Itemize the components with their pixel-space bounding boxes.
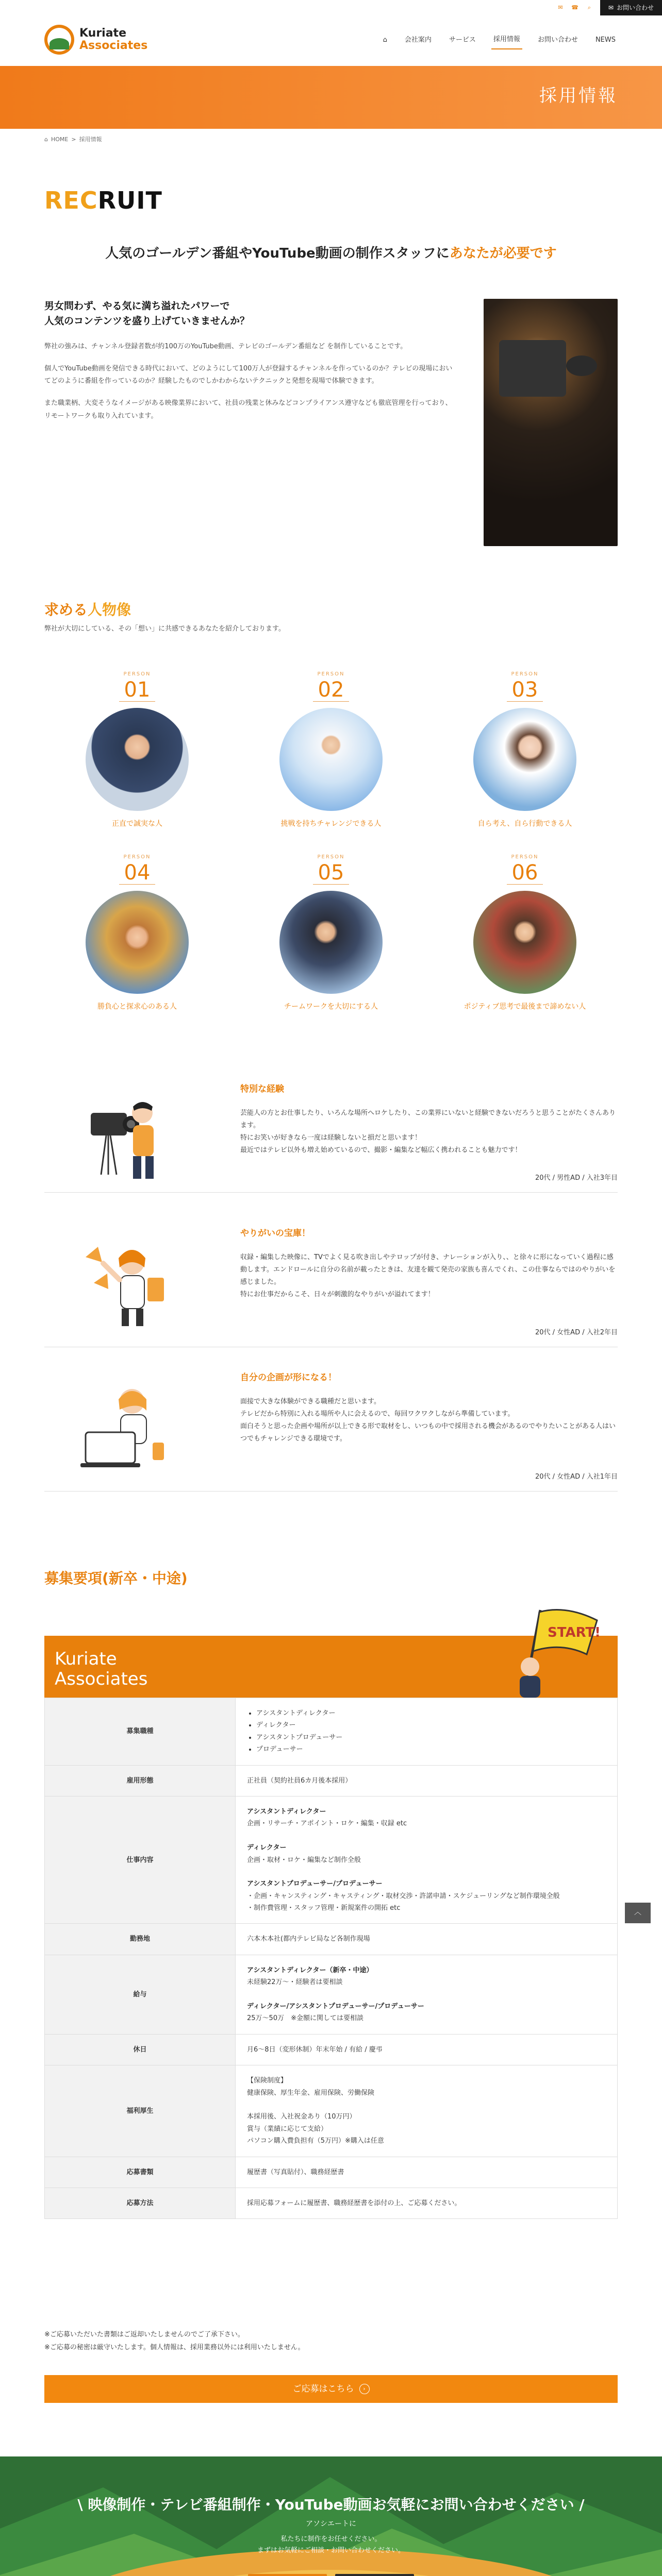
persona-number: 03	[507, 679, 543, 702]
job-type-item: • アシスタントディレクター	[256, 1707, 606, 1719]
mail-icon[interactable]: ✉	[558, 4, 563, 11]
intro-block	[44, 299, 457, 432]
requirements-table	[44, 1698, 618, 2219]
company-button[interactable]	[335, 2574, 414, 2576]
intro-title-line1: 男女問わず、やる気に満ち溢れたパワーで	[44, 300, 230, 312]
page-top-button[interactable]	[625, 1903, 651, 1923]
job-block-head: アシスタントディレクター	[247, 1807, 326, 1816]
table-row	[45, 2188, 618, 2218]
table-row	[45, 1955, 618, 2034]
table-row	[45, 1924, 618, 1955]
breadcrumb-home[interactable]: HOME	[51, 136, 69, 143]
nav-recruit[interactable]: 採用情報	[491, 31, 522, 49]
persona-section-title	[44, 598, 131, 622]
persona-caption: ポジティブ思考で最後まで諦めない人	[464, 1003, 586, 1011]
job-type-item: • ディレクター	[256, 1719, 606, 1731]
salary-block-head: アシスタントディレクター（新卒・中途）	[247, 1966, 373, 1974]
breadcrumb-current: 採用情報	[79, 136, 102, 143]
row-value	[236, 1796, 618, 1924]
persona-label: PERSON	[317, 854, 345, 860]
slash-icon: \	[77, 2496, 88, 2513]
row-key: 給与	[45, 1955, 236, 2034]
intro-title-line2: 人気のコンテンツを盛り上げていきませんか？	[44, 315, 250, 327]
persona-photo	[86, 708, 189, 811]
persona-caption: 自ら考え、自ら行動できる人	[477, 820, 572, 828]
row-key: 仕事内容	[45, 1796, 236, 1924]
job-block-body: 企画・リサーチ・アポイント・ロケ・編集・収録 etc	[247, 1820, 407, 1828]
persona-number: 01	[119, 679, 156, 702]
persona-photo	[473, 891, 576, 994]
job-type-item: • アシスタントプロデューサー	[256, 1732, 606, 1743]
persona-photo	[279, 708, 383, 811]
persona-title-part1: 求める	[44, 601, 88, 618]
persona-caption: 勝負心と探求心のある人	[97, 1003, 177, 1011]
contact-text	[217, 2518, 445, 2556]
persona-label: PERSON	[317, 671, 345, 677]
persona-card	[44, 853, 230, 1013]
site-logo[interactable]	[44, 25, 147, 55]
persona-caption: 正直で誠実な人	[112, 820, 162, 828]
application-notes	[44, 2329, 305, 2354]
recruit-heading-black: RUIT	[97, 187, 162, 214]
row-key: 応募方法	[45, 2188, 236, 2218]
story-text: 面接で大きな体験ができる職種だと思います。 テレビだから特別に入れる場所や人に会えるので、毎回ワクワクしながら準備しています。 面白そうと思った企画や場所が以上できる形で取材をし、いつもの中で採用される機会があるのでやりたいことがある人はいつでもチャレンジできる環境です。	[240, 1397, 616, 1443]
row-key: 休日	[45, 2034, 236, 2065]
table-row	[45, 2157, 618, 2188]
persona-caption: チームワークを大切にする人	[284, 1003, 378, 1011]
camera-crew-photo	[484, 299, 618, 546]
persona-card	[238, 670, 424, 831]
job-block-head: ディレクター	[247, 1844, 287, 1852]
page-banner	[0, 66, 662, 129]
contact-button[interactable]	[248, 2574, 327, 2576]
laptop-woman-illustration	[75, 1370, 178, 1473]
logo-text-line2: Associates	[79, 39, 148, 52]
table-row	[45, 2065, 618, 2157]
req-card-line2: Associates	[55, 1669, 148, 1690]
page-title: 採用情報	[539, 86, 618, 106]
main-nav	[381, 31, 618, 49]
contact-card-line: まずはお気軽にご相談・お問い合わせください。	[257, 2546, 405, 2554]
salary-block-head: ディレクター/アシスタントプロデューサー/プロデューサー	[247, 2003, 424, 2011]
persona-label: PERSON	[123, 854, 151, 860]
contact-title-text: 映像制作・テレビ番組制作・YouTube動画お気軽にお問い合わせください	[88, 2496, 574, 2513]
nav-company[interactable]: 会社案内	[404, 36, 432, 44]
contact-card-head: アソシエートに	[306, 2520, 356, 2528]
persona-card	[238, 853, 424, 1013]
story-meta: 20代 / 男性AD / 入社3年目	[535, 1174, 618, 1182]
chevron-up-icon: ︿	[634, 1908, 641, 1917]
row-key: 福利厚生	[45, 2065, 236, 2157]
row-key: 勤務地	[45, 1924, 236, 1955]
requirements-header	[44, 1625, 618, 1698]
top-contact-label: お問い合わせ	[616, 4, 654, 11]
mail-icon: ✉	[608, 4, 614, 11]
divider	[44, 1192, 618, 1193]
story-text: 収録・編集した映像に、TVでよく見る吹き出しやテロップが付き、ナレーションが入り、、と徐々に形になっていく過程に感動します。エンドロールに自分の名前が載ったときは、友達を観て発売の家族も喜んでくれ、この仕事ならではのやりがいを感じました。 特にお仕事だからこそ、日々が刺激的なやりがいが溢れてます！	[240, 1253, 616, 1299]
job-block-head: アシスタントプロデューサー/プロデューサー	[247, 1880, 383, 1888]
note-line: ※ご応募いただいた書類はご返却いたしませんのでご了承下さい。	[44, 2331, 244, 2338]
contact-section	[0, 2456, 662, 2576]
persona-photo	[279, 891, 383, 994]
logo-mountain-icon	[44, 25, 74, 55]
recruit-heading	[44, 180, 162, 221]
persona-card	[44, 670, 230, 831]
story-title: やりがいの宝庫！	[240, 1228, 310, 1239]
story-meta: 20代 / 女性AD / 入社1年目	[535, 1473, 618, 1481]
cameraman-illustration	[75, 1082, 178, 1185]
intro-paragraph: また職業柄、大変そうなイメージがある映像業界において、社員の残業と休みなどコンプライアンス遵守なども徹底管理を行っており、リモートワークも取り入れています。	[44, 399, 452, 420]
job-type-item: • プロデューサー	[256, 1743, 606, 1755]
top-contact-button[interactable]	[600, 0, 662, 15]
row-value: 正社員（契約社員6カ月後本採用）	[236, 1765, 618, 1796]
search-icon[interactable]: ⌕	[587, 4, 591, 11]
persona-card	[432, 853, 618, 1013]
persona-photo	[86, 891, 189, 994]
start-flag-text: START!	[548, 1625, 601, 1640]
row-key: 応募書類	[45, 2157, 236, 2188]
requirements-section-title	[44, 1566, 188, 1591]
lead-text: 人気のゴールデン番組やYouTube動画の制作スタッフに	[105, 246, 450, 261]
note-line: ※ご応募の秘密は厳守いたします。個人情報は、採用業務以外には利用いたしません。	[44, 2343, 305, 2351]
persona-card	[432, 670, 618, 831]
contact-card-line: 私たちに制作をお任せください。	[280, 2535, 382, 2543]
nav-news[interactable]: NEWS	[595, 36, 616, 44]
req-title-part1: 募集要項	[44, 1570, 103, 1587]
table-row	[45, 1796, 618, 1924]
row-value	[236, 1955, 618, 2034]
row-key: 募集職種	[45, 1698, 236, 1766]
home-icon: ⌂	[44, 136, 48, 143]
nav-home[interactable]: ⌂	[383, 36, 387, 44]
job-block-body: ・企画・キャンスティング・キャスティング・取材交渉・許諾申請・スケジューリングなど制作環境全般 ・制作費管理・スタッフ管理・新規案件の開拓 etc	[247, 1892, 560, 1912]
persona-label: PERSON	[511, 854, 539, 860]
nav-service[interactable]: サービス	[449, 36, 476, 44]
excited-woman-illustration	[75, 1226, 178, 1329]
story-text: 芸能人の方とお仕事したり、いろんな場所へロケしたり、この業界にいないと経験できないだろうと思うことがたくさんあります。 特にお笑いが好きなら一度は経験しないと損だと思います！ 最近ではテレビ以外も増え始めているので、撮影・編集など幅広く携われることも魅力です！	[240, 1109, 616, 1155]
persona-section-subtitle: 弊社が大切にしている、その「想い」に共感できるあなたを紹介しております。	[44, 625, 285, 633]
persona-number: 02	[313, 679, 350, 702]
apply-button-label: ご応募はこちら	[292, 2383, 354, 2394]
slash-icon: /	[574, 2496, 585, 2513]
recruit-heading-orange: REC	[44, 187, 98, 214]
salary-block-body: 25万〜50万 ※金額に関しては要相談	[247, 2014, 363, 2023]
row-key: 雇用形態	[45, 1765, 236, 1796]
persona-label: PERSON	[123, 671, 151, 677]
breadcrumb-separator: >	[71, 136, 76, 143]
requirements-card	[44, 1625, 618, 2219]
contact-title	[0, 2493, 662, 2517]
recruit-lead	[0, 242, 662, 265]
lead-highlight: あなたが必要です	[449, 246, 557, 261]
row-value	[236, 1698, 618, 1766]
apply-button[interactable]	[44, 2375, 618, 2403]
story-meta: 20代 / 女性AD / 入社2年目	[535, 1329, 618, 1336]
nav-contact[interactable]: お問い合わせ	[537, 36, 578, 44]
persona-title-part2: 人物像	[88, 601, 131, 618]
start-flag-illustration	[509, 1605, 607, 1698]
breadcrumb	[44, 135, 102, 145]
intro-paragraph: 個人でYouTube動画を発信できる時代において、どのようにして100万人が登録するチャンネルを作っているのか？テレビの現場においてどのように番組を作っているのか？経験したものでしかわからないテクニックと発想を現場で体験できます。	[44, 364, 453, 385]
story-title: 特別な経験	[240, 1084, 284, 1094]
req-title-part2: (新卒・中途)	[102, 1570, 188, 1587]
salary-block-body: 未経験22万〜・経験者は要相談	[247, 1978, 343, 1987]
top-strip	[0, 0, 662, 15]
row-value: 【保険制度】 健康保険、厚生年金、雇用保険、労働保険 本採用後、入社祝金あり（10万円） 賞与（業績に応じて支給） パソコン購入費負担有（5万円）※購入は任意	[236, 2065, 618, 2157]
intro-title	[44, 299, 457, 328]
intro-paragraph: 弊社の強みは、チャンネル登録者数が約100万のYouTube動画、テレビのゴールデン番組など を制作していることです。	[44, 343, 407, 350]
row-value: 月6〜8日（変形休制）年末年始 / 有給 / 慶弔	[236, 2034, 618, 2065]
divider	[44, 1491, 618, 1492]
persona-caption: 挑戦を持ちチャレンジできる人	[280, 820, 382, 828]
row-value: 六本木本社(都内テレビ局など各制作現場	[236, 1924, 618, 1955]
persona-number: 04	[119, 861, 156, 885]
table-row	[45, 1765, 618, 1796]
site-header	[0, 15, 662, 66]
persona-photo	[473, 708, 576, 811]
table-row	[45, 2034, 618, 2065]
table-row	[45, 1698, 618, 1766]
req-card-line1: Kuriate	[55, 1649, 117, 1669]
arrow-circle-icon: ›	[359, 2384, 370, 2394]
persona-label: PERSON	[511, 671, 539, 677]
persona-number: 06	[507, 861, 543, 885]
row-value: 履歴書（写真貼付）、職務経歴書	[236, 2157, 618, 2188]
logo-text-line1: Kuriate	[79, 26, 126, 40]
job-block-body: 企画・取材・ロケ・編集など制作全般	[247, 1856, 361, 1864]
persona-number: 05	[313, 861, 350, 885]
phone-icon[interactable]: ☎	[571, 4, 578, 11]
story-title: 自分の企画が形になる！	[240, 1372, 337, 1383]
row-value: 採用応募フォームに履歴書、職務経歴書を添付の上、ご応募ください。	[236, 2188, 618, 2218]
